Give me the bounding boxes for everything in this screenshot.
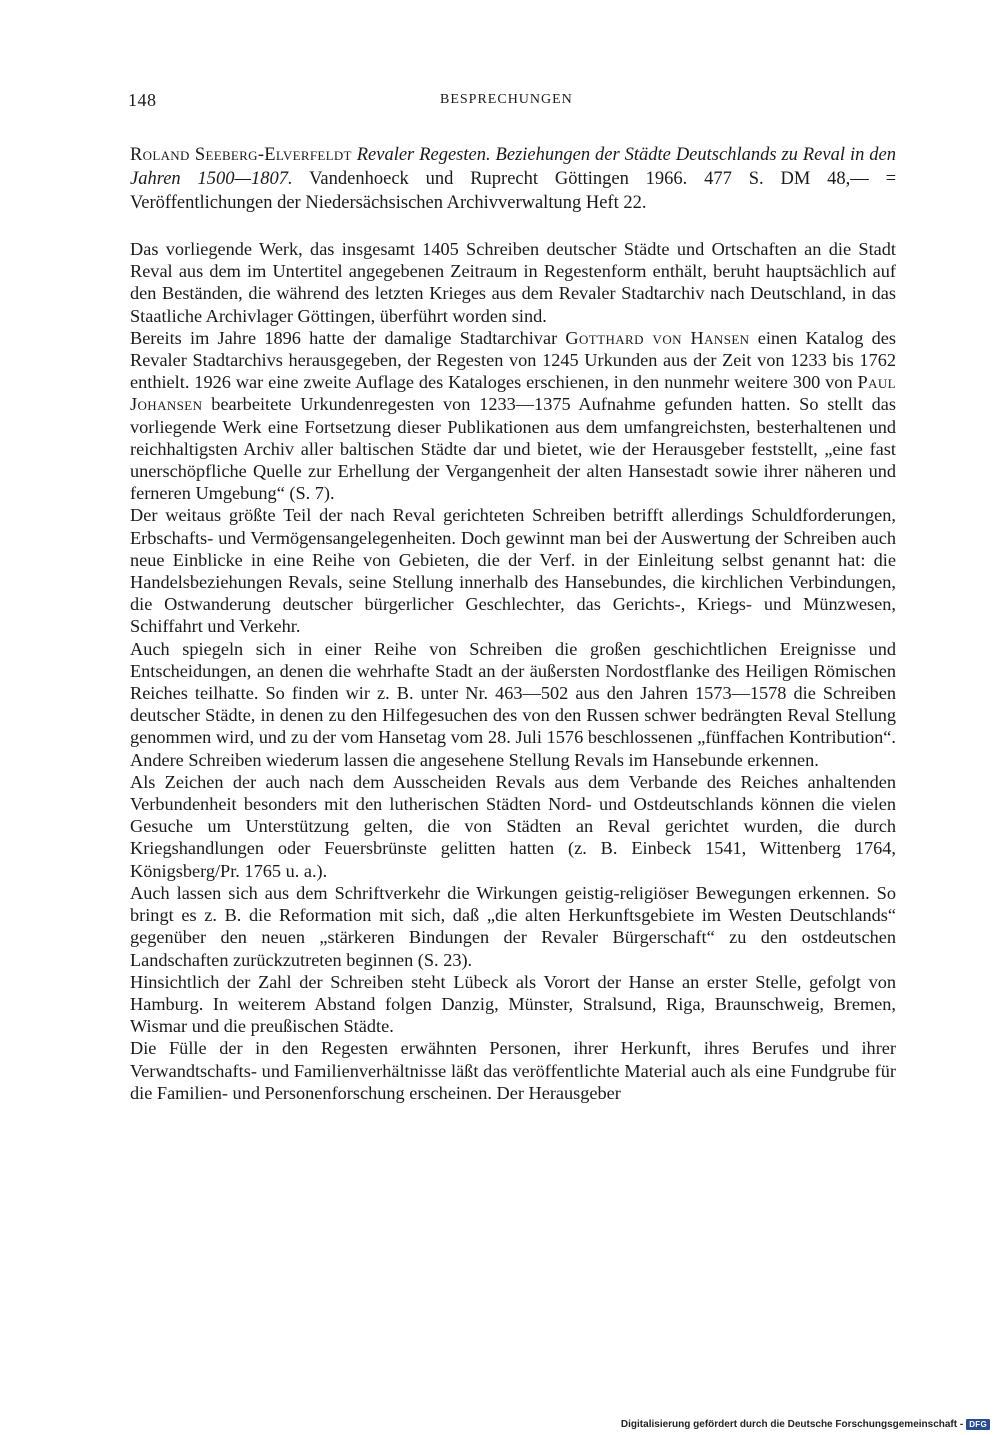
paragraph-8: Die Fülle der in den Regesten erwähnten Personen, ihrer Herkunft, ihres Berufes und ihrer Verwandtschafts- und Familienverhältnisse läßt das veröffentlichte Material auch als eine Fundgrube für die Familien- und Personenforschung erscheinen. Der Herausgeber: [130, 1038, 896, 1103]
citation-publication: Vandenhoeck und Ruprecht Göttingen 1966. 477 S. DM 48,— = Veröffentlichungen der Niedersächsischen Archivverwaltung Heft 22.: [130, 169, 897, 213]
citation-title: Revaler Regesten. Beziehungen der Städte Deutschlands zu Reval in den Jahren 1500—1807.: [130, 145, 896, 189]
paragraph-2-part-c: bearbeitete Urkundenregesten von 1233—1375 Aufnahme gefunden hatten. So stellt das vorliegende Werk eine Fortsetzung dieser Publikationen aus dem umfangreichsten, besterhaltenen und reichhaltigsten Archiv aller baltischen Städte dar und bietet, wie der Herausgeber feststellt, „eine fast unerschöpfliche Quelle zur Erhellung der Vergangenheit der alten Hansestadt sowie ihrer näheren und ferneren Umgebung“ (S. 7).: [130, 394, 896, 504]
review-body: [130, 238, 896, 1104]
paragraph-3: Der weitaus größte Teil der nach Reval gerichteten Schreiben betrifft allerdings Schuldforderungen, Erbschafts- und Vermögensangelegenheiten. Doch gewinnt man bei der Auswertung der Schreiben auch neue Einblicke in eine Reihe von Gebieten, die der Verf. in der Einleitung selbst genannt hat: die Handelsbeziehungen Revals, seine Stellung innerhalb des Hansebundes, die kirchlichen Verbindungen, die Ostwanderung deutscher bürgerlicher Geschlechter, das Gerichts-, Kriegs- und Münzwesen, Schiffahrt und Verkehr.: [130, 505, 896, 637]
paragraph-6: Auch lassen sich aus dem Schriftverkehr die Wirkungen geistig-religiöser Bewegungen erkennen. So bringt es z. B. die Reformation mit sich, daß „die alten Herkunftsgebiete im Westen Deutschlands“ gegenüber den neuen „stärkeren Bindungen der Revaler Bürgerschaft“ zu den ostdeutschen Landschaften zurückzutreten beginnen (S. 23).: [130, 882, 896, 970]
paragraph-5: Als Zeichen der auch nach dem Ausscheiden Revals aus dem Verbande des Reiches anhaltenden Verbundenheit besonders mit den lutherischen Städten Nord- und Ostdeutschlands können die vielen Gesuche um Unterstützung gelten, die von Städten an Reval gerichtet wurden, die durch Kriegshandlungen oder Feuersbrünste gelitten hatten (z. B. Einbeck 1541, Wittenberg 1764, Königsberg/Pr. 1765 u. a.).: [130, 771, 896, 881]
paragraph-2-part-a: Bereits im Jahre 1896 hatte der damalige Stadtarchivar: [130, 327, 566, 348]
dfg-logo: DFG: [966, 1419, 990, 1430]
page-number: 148: [128, 90, 157, 110]
citation-author: Roland Seeberg-Elverfeldt: [130, 145, 352, 165]
paragraph-4: Auch spiegeln sich in einer Reihe von Schreiben die großen geschichtlichen Ereignisse und Entscheidungen, an denen die wehrhafte Stadt an der äußersten Nordostflanke des Heiligen Römischen Reiches teilhatte. So finden wir z. B. unter Nr. 463—502 aus den Jahren 1573—1578 die Schreiben deutscher Städte, in denen zu den Hilfegesuchen des von den Russen schwer bedrängten Reval Stellung genommen wird, und zu der vom Hansetag vom 28. Juli 1576 beschlossenen „fünffachen Kontribution“. Andere Schreiben wiederum lassen die angesehene Stellung Revals im Hansebunde erkennen.: [130, 638, 896, 770]
running-head: BESPRECHUNGEN: [440, 92, 573, 107]
person-name-johansen: Paul Johansen: [130, 372, 896, 415]
footer-text: Digitalisierung gefördert durch die Deutsche Forschungsgemeinschaft -: [620, 1419, 964, 1430]
paragraph-2-part-b: einen Katalog des Revaler Stadtarchivs herausgegeben, der Regesten von 1245 Urkunden aus der Zeit von 1233 bis 1762 enthielt. 1926 war eine zweite Auflage des Kataloges erschienen, in den nunmehr weitere 300 von: [130, 327, 896, 393]
review-citation: [130, 143, 896, 215]
person-name-hansen: Gotthard von Hansen: [565, 327, 750, 348]
digitization-footer: [621, 1419, 990, 1430]
paragraph-2: [130, 327, 896, 505]
paragraph-1: Das vorliegende Werk, das insgesamt 1405 Schreiben deutscher Städte und Ortschaften an die Stadt Reval aus dem im Untertitel angegebenen Zeitraum in Regestenform enthält, beruht hauptsächlich auf den Beständen, die während des letzten Krieges aus dem Revaler Stadtarchiv nach Deutschland, in das Staatliche Archivlager Göttingen, überführt worden sind.: [130, 239, 896, 326]
paragraph-7: Hinsichtlich der Zahl der Schreiben steht Lübeck als Vorort der Hanse an erster Stelle, gefolgt von Hamburg. In weiterem Abstand folgen Danzig, Münster, Stralsund, Riga, Braunschweig, Bremen, Wismar und die preußischen Städte.: [130, 971, 896, 1037]
